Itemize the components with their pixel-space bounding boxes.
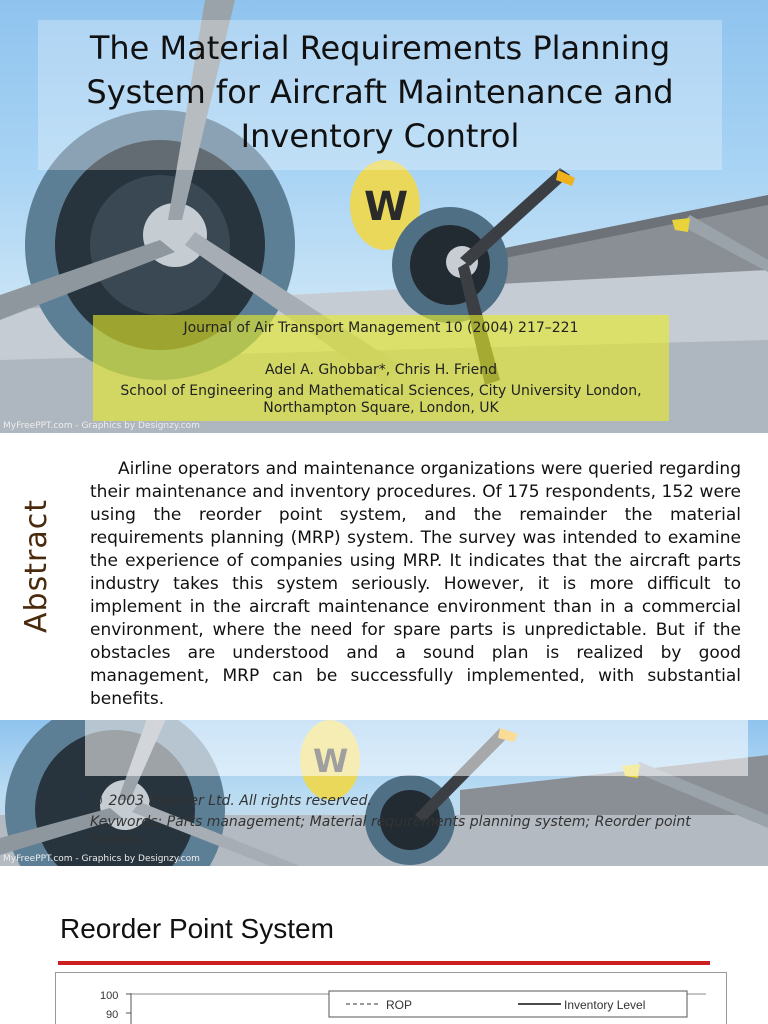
slide-title: The Material Requirements Planning System for Aircraft Maintenance and Inventory Control	[86, 29, 674, 155]
y-tick-label: 90	[106, 1009, 119, 1021]
slide-title-reorder: Reorder Point System	[60, 913, 334, 944]
graphics-credit-2: MyFreePPT.com - Graphics by Designzy.com	[3, 854, 200, 864]
reorder-point-slide	[0, 866, 768, 1024]
reorder-point-chart	[56, 973, 726, 1024]
legend-rop-label: ROP	[386, 998, 413, 1012]
keywords: Keywords: Parts management; Material requirements planning system; Reorder point system	[90, 814, 691, 847]
authors: Adel A. Ghobbar*, Chris H. Friend	[265, 362, 497, 378]
title-underline	[58, 961, 710, 965]
journal-reference: Journal of Air Transport Management 10 (2004) 217–221	[183, 320, 579, 336]
tail-letter: W	[364, 184, 409, 230]
abstract-slide	[0, 433, 768, 866]
affiliation: School of Engineering and Mathematical Sciences, City University London, Northampton Square, London, UK	[120, 383, 642, 416]
y-tick-label: 100	[100, 990, 119, 1002]
chart-frame	[55, 972, 727, 1024]
title-slide	[0, 0, 768, 433]
footer-panel	[85, 720, 748, 776]
legend-inventory-label: Inventory Level	[564, 998, 646, 1012]
abstract-body: Airline operators and maintenance organizations were queried regarding their maintenance and inventory procedures. Of 175 respondents, 152 were using the reorder point system, and the remainder the material requirements planning (MRP) system. The survey was intended to examine the experience of companies using MRP. It indicates that the aircraft parts industry takes this system seriously. However, it is more difficult to implement in the aircraft maintenance environment than in a commercial environment, where the need for spare parts is unpredictable. But if the obstacles are understood and a sound plan is realized by good management, MRP can be successfully implemented, with substantial benefits.	[90, 459, 741, 709]
abstract-heading: Abstract	[19, 499, 54, 633]
copyright-notice: © 2003 Elsevier Ltd. All rights reserved.	[90, 793, 372, 809]
graphics-credit: MyFreePPT.com - Graphics by Designzy.com	[3, 421, 200, 431]
